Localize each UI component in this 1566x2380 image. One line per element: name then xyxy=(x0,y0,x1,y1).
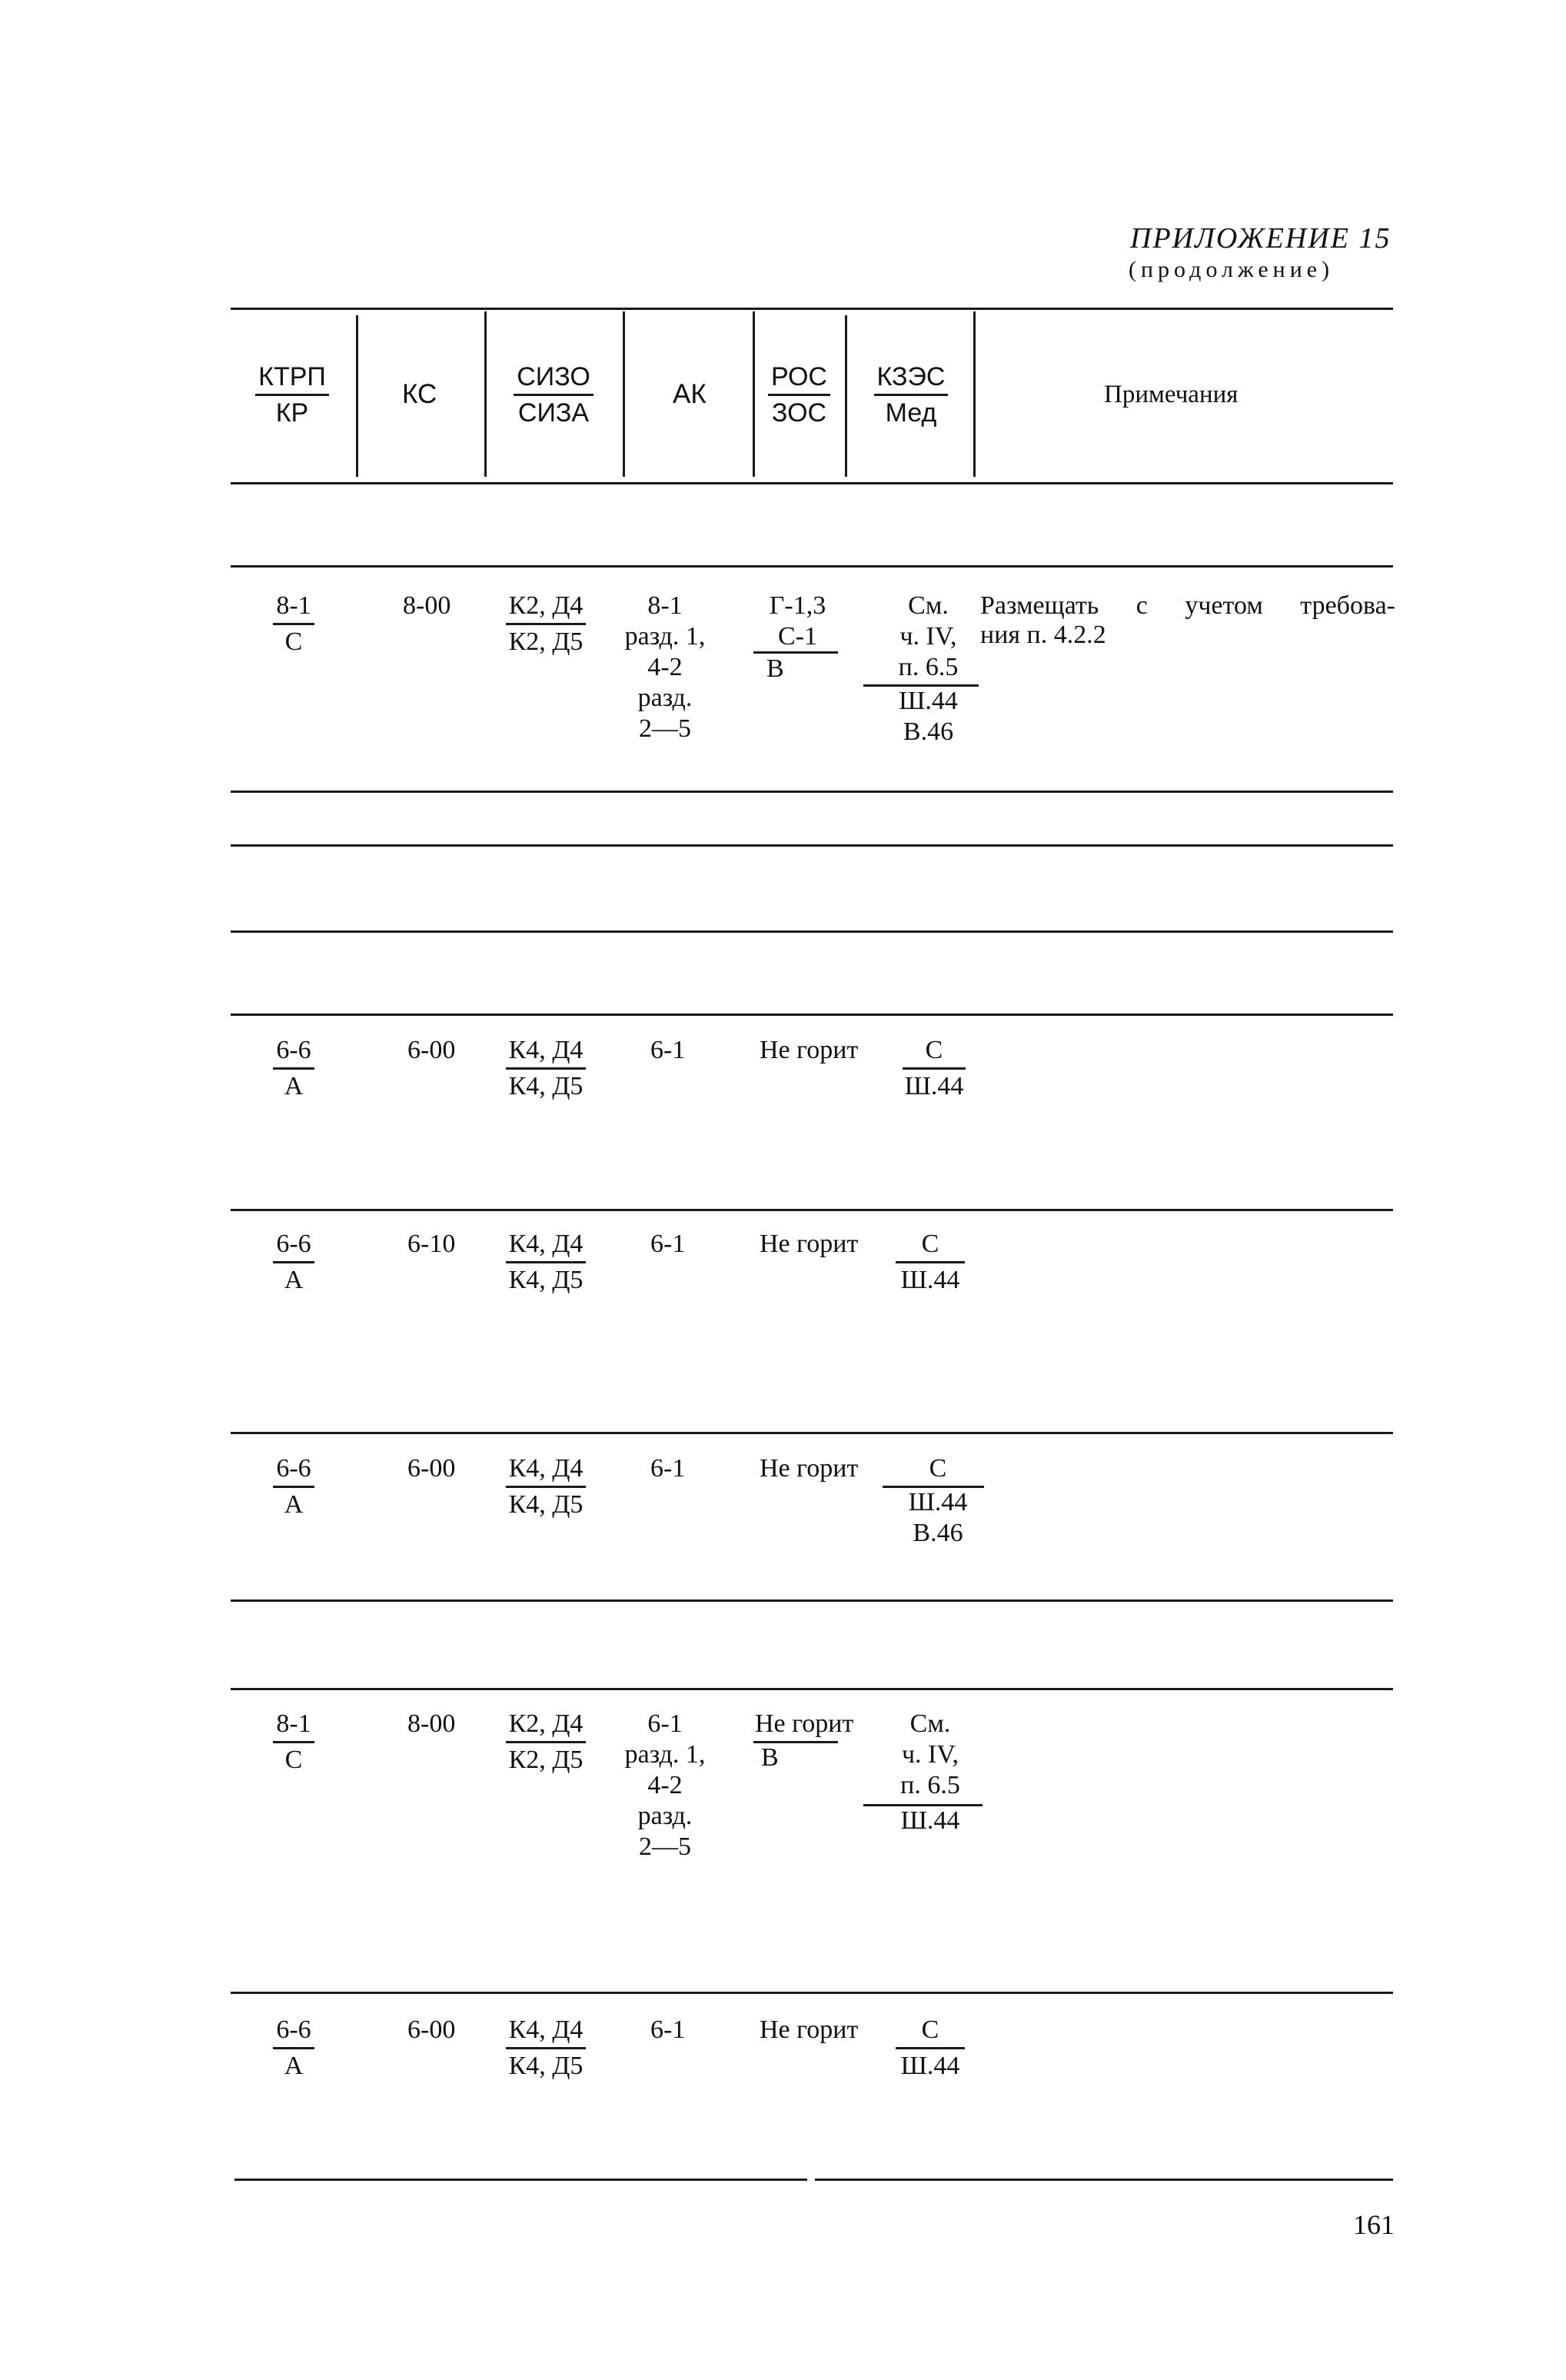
cell-med-line: Ш.44 xyxy=(908,1488,968,1516)
cell-sizo: К4, Д4 xyxy=(506,1035,587,1070)
col-divider xyxy=(356,315,358,477)
cell-ak: 6-1 xyxy=(650,1454,686,1483)
cell-ak xyxy=(615,1709,715,1862)
cell-siza: К2, Д5 xyxy=(508,627,584,656)
cell-kr: А xyxy=(284,1266,304,1294)
cell-ktrp-kr xyxy=(248,1709,340,1776)
cell-ros: Не горит xyxy=(760,1230,859,1258)
cell-ak-line: 6-1 xyxy=(647,1709,683,1738)
header-notes: Примечания xyxy=(1104,381,1239,408)
cell-sizo-siza xyxy=(488,1229,603,1296)
cell-kzes-line: п. 6.5 xyxy=(898,653,959,681)
cell-ros: Не горит xyxy=(755,1709,854,1738)
header-kzes: КЗЭС xyxy=(874,361,949,396)
cell-kzes-line: ч. IV, xyxy=(899,622,957,651)
cell-ak-line: 4-2 xyxy=(647,1771,683,1799)
row-top-rule xyxy=(231,1688,1393,1690)
cell-kr: С xyxy=(284,627,303,656)
cell-med: Ш.44 xyxy=(900,1266,960,1294)
cell-med: Ш.44 xyxy=(900,1806,960,1835)
cell-ak-line: 4-2 xyxy=(647,653,683,681)
cell-kr: А xyxy=(284,1490,304,1519)
cell-kzes-med xyxy=(888,1035,980,1102)
appendix-title: ПРИЛОЖЕНИЕ 15 xyxy=(1130,222,1391,255)
header-med: Мед xyxy=(885,398,937,428)
cell-ros: Не горит xyxy=(760,1454,859,1483)
cell-ktrp: 6-6 xyxy=(273,2015,314,2049)
cell-sizo: К2, Д4 xyxy=(506,591,587,625)
cell-ks: 6-00 xyxy=(407,2016,456,2044)
cell-ak: 6-1 xyxy=(650,2016,686,2044)
cell-kr: А xyxy=(284,2052,304,2080)
cell-zos: В xyxy=(761,1743,779,1772)
cell-siza: К2, Д5 xyxy=(508,1746,584,1774)
cell-ktrp: 8-1 xyxy=(273,591,314,625)
cell-kzes-med xyxy=(880,1229,980,1296)
cell-ak: 6-1 xyxy=(650,1036,686,1064)
cell-ros: Не горит xyxy=(760,2016,859,2044)
header-top-rule xyxy=(231,308,1393,310)
col-divider xyxy=(845,315,847,477)
cell-ak-line: разд. xyxy=(637,1802,693,1830)
cell-med xyxy=(884,686,973,747)
header-sizo: СИЗО xyxy=(514,361,593,396)
col-divider xyxy=(973,311,976,477)
cell-kzes-med xyxy=(880,2015,980,2082)
header-zos: ЗОС xyxy=(771,398,827,428)
cell-med-line: В.46 xyxy=(903,717,954,746)
header-kr: КР xyxy=(275,398,309,428)
cell-sizo-siza xyxy=(488,591,603,657)
cell-kzes-line: См. xyxy=(909,1709,951,1738)
cell-kzes-line: п. 6.5 xyxy=(900,1771,960,1799)
cell-zos: В xyxy=(766,654,784,683)
col-divider xyxy=(484,311,487,477)
header-siza: СИЗА xyxy=(517,398,590,428)
cell-sizo-siza xyxy=(488,1453,603,1520)
cell-ks: 6-10 xyxy=(407,1230,456,1258)
cell-ktrp: 6-6 xyxy=(273,1035,314,1070)
cell-ktrp: 6-6 xyxy=(273,1229,314,1263)
cell-kzes xyxy=(884,591,973,683)
cell-siza: К4, Д5 xyxy=(508,2052,584,2080)
row-top-rule xyxy=(231,1432,1393,1434)
cell-ak-line: 2—5 xyxy=(639,1832,691,1861)
header-kzes-med xyxy=(853,361,969,428)
cell-ktrp-kr xyxy=(248,2015,340,2082)
cell-kzes-line: ч. IV, xyxy=(901,1740,959,1769)
row-top-rule xyxy=(231,1209,1393,1211)
row-bottom-rule xyxy=(231,1599,1393,1602)
cell-ks: 8-00 xyxy=(403,591,451,620)
cell-ak-line: 8-1 xyxy=(647,591,683,620)
header-sizo-siza xyxy=(492,361,615,428)
cell-ak xyxy=(615,591,715,744)
cell-sizo-siza xyxy=(488,2015,603,2082)
cell-sizo-siza xyxy=(488,1035,603,1102)
cell-ktrp: 6-6 xyxy=(273,1453,314,1488)
cell-kzes xyxy=(884,1709,976,1801)
cell-med: Ш.44 xyxy=(904,1072,964,1100)
cell-ks: 6-00 xyxy=(407,1036,456,1064)
cell-siza: К4, Д5 xyxy=(508,1072,584,1100)
header-ak: АК xyxy=(673,379,707,409)
header-ks: КС xyxy=(402,379,437,409)
row-top-rule xyxy=(231,1992,1393,1994)
cell-ktrp-kr xyxy=(248,591,340,657)
cell-ak-line: разд. xyxy=(637,684,693,712)
row-bottom-rule xyxy=(815,2179,1393,2181)
col-divider xyxy=(623,311,625,477)
empty-row-rule xyxy=(231,844,1393,847)
header-bottom-rule xyxy=(231,482,1393,484)
header-ktrp: КТРП xyxy=(255,361,329,396)
cell-sizo: К4, Д4 xyxy=(506,1229,587,1263)
cell-ktrp-kr xyxy=(248,1453,340,1520)
cell-kr: А xyxy=(284,1072,304,1100)
cell-ak-line: разд. 1, xyxy=(624,1740,706,1769)
appendix-continuation: (продолжение) xyxy=(1129,257,1335,282)
row-top-rule xyxy=(231,1014,1393,1016)
row-top-rule xyxy=(231,565,1393,568)
cell-sizo: К2, Д4 xyxy=(506,1709,587,1743)
cell-ak-line: 2—5 xyxy=(639,714,691,743)
cell-ktrp: 8-1 xyxy=(273,1709,314,1743)
cell-kzes: С xyxy=(903,1035,966,1070)
cell-ks: 6-00 xyxy=(407,1454,456,1483)
row-bottom-rule xyxy=(231,791,1393,793)
cell-siza: К4, Д5 xyxy=(508,1266,584,1294)
header-ktrp-kr xyxy=(234,361,350,428)
cell-med-line: Ш.44 xyxy=(899,687,958,715)
cell-ros-line: С-1 xyxy=(778,622,817,651)
cell-notes: ния п. 4.2.2 xyxy=(980,621,1106,649)
page-number: 161 xyxy=(1353,2209,1395,2240)
cell-ks: 8-00 xyxy=(407,1709,456,1738)
cell-siza: К4, Д5 xyxy=(508,1490,584,1519)
cell-kzes: С xyxy=(896,2015,966,2049)
cell-kr: С xyxy=(284,1746,303,1774)
cell-ktrp-kr xyxy=(248,1035,340,1102)
cell-sizo-siza xyxy=(488,1709,603,1776)
cell-med: Ш.44 xyxy=(900,2052,960,2080)
cell-ros xyxy=(757,591,838,652)
empty-row-rule xyxy=(231,930,1393,933)
cell-ros: Не горит xyxy=(760,1036,859,1064)
cell-kzes: С xyxy=(929,1454,947,1483)
cell-sizo: К4, Д4 xyxy=(506,2015,587,2049)
cell-ktrp-kr xyxy=(248,1229,340,1296)
row-bottom-rule xyxy=(234,2179,807,2181)
cell-med-line: В.46 xyxy=(913,1519,963,1547)
cell-ros-line: Г-1,3 xyxy=(769,591,826,620)
header-ros-zos xyxy=(755,361,843,428)
cell-kzes: С xyxy=(896,1229,966,1263)
cell-med xyxy=(888,1487,988,1549)
cell-kzes-line: См. xyxy=(908,591,949,620)
cell-notes: Размещать с учетом требова- xyxy=(980,591,1395,620)
cell-ak: 6-1 xyxy=(650,1230,686,1258)
cell-ak-line: разд. 1, xyxy=(624,622,706,651)
cell-sizo: К4, Д4 xyxy=(506,1453,587,1488)
header-ros: РОС xyxy=(768,361,830,396)
